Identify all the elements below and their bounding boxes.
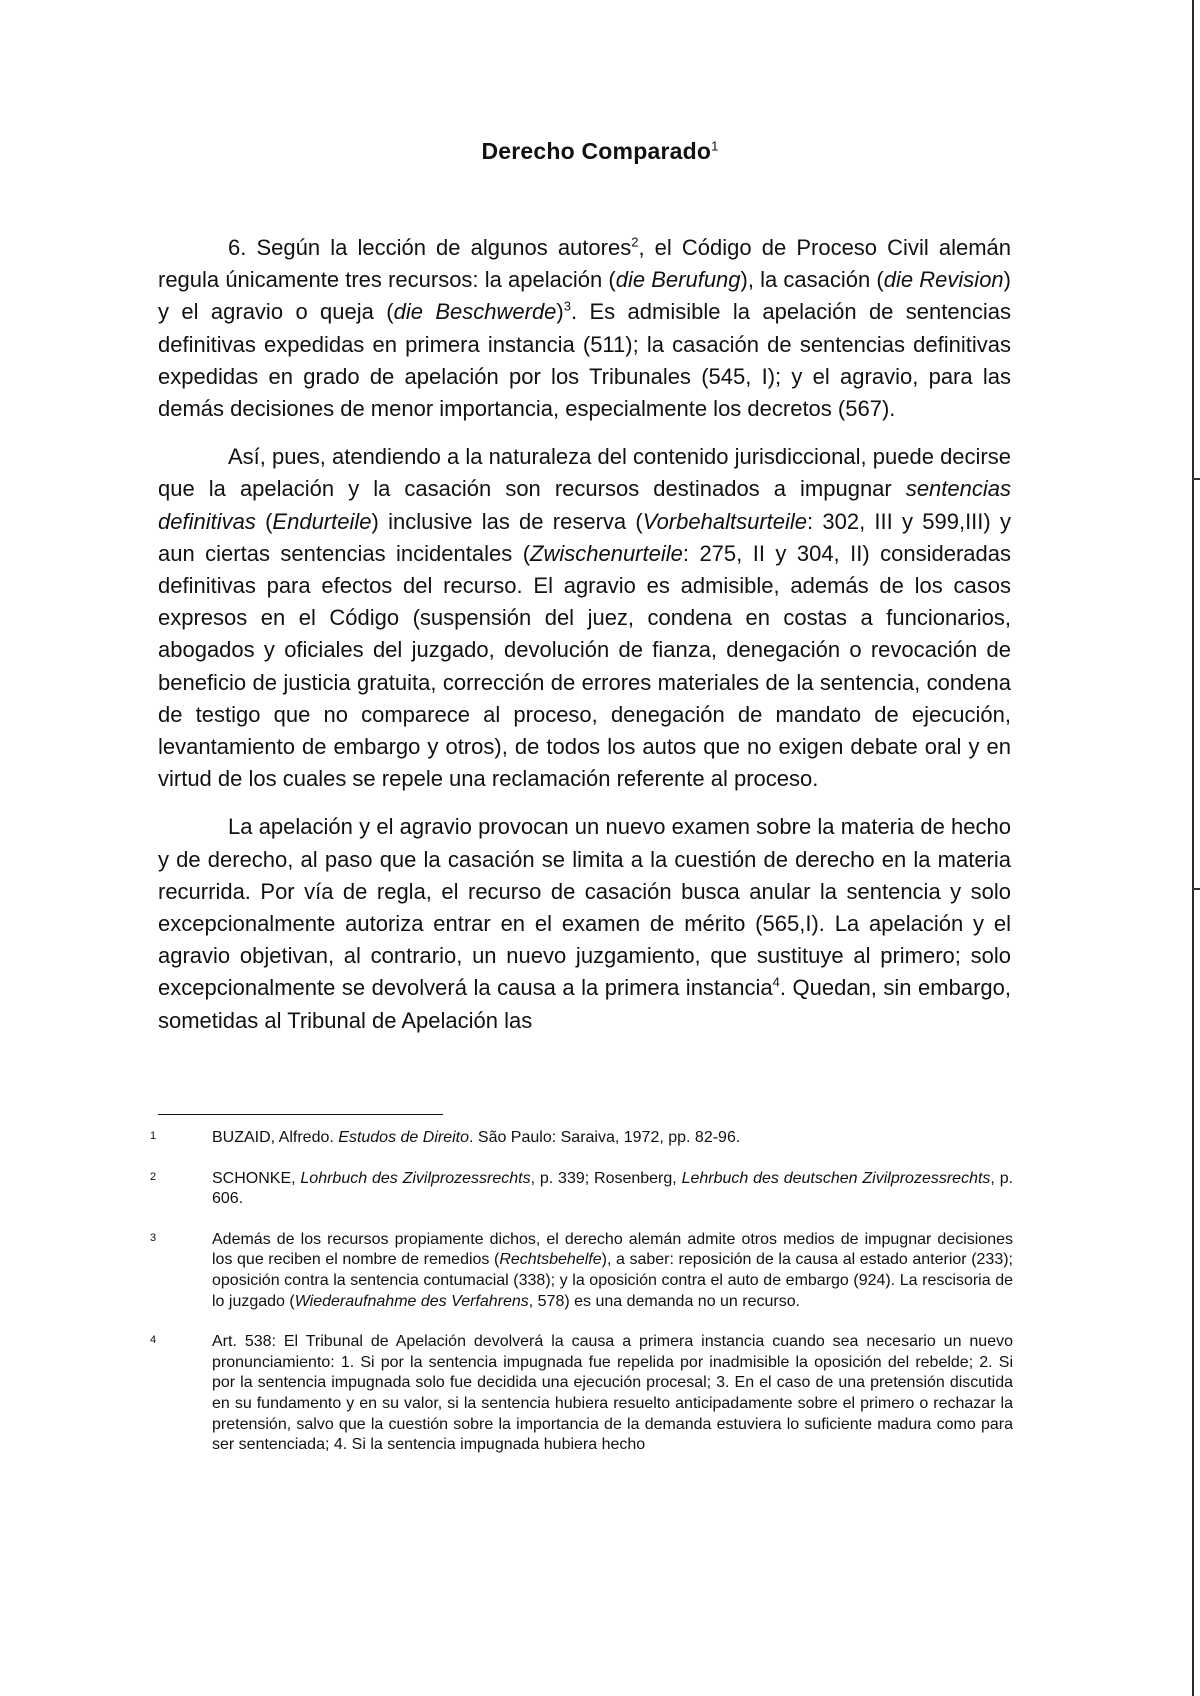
text-run: , el Código de Proceso Civil alemán regula únicamente tres recursos: la apelación ( <box>158 235 1011 293</box>
text-run: Así, pues, atendiendo a la naturaleza del contenido jurisdiccional, puede decirse que la apelación y la casación son recursos destinados a impugnar <box>158 444 1011 502</box>
text-run: La apelación y el agravio provocan un nuevo examen sobre la materia de hecho y de derecho, al paso que la casación se limita a la cuestión de derecho en la materia recurrida. Por vía de regla, el recurso de casación busca anular la sentencia y solo excepcionalmente autoriza entrar en el examen de mérito (565,I). La apelación y el agravio objetivan, al contrario, un nuevo juzgamiento, que sustituye al primero; solo excepcionalmente se devolverá la causa a la primera instancia <box>158 814 1011 1001</box>
text-run: ( <box>255 508 273 534</box>
body-text <box>158 232 1011 1053</box>
text-run: Art. 538: El Tribunal de Apelación devolverá la causa a primera instancia cuando sea necesario un nuevo pronunciamiento: 1. Si por la sentencia impugnada fue repelida por inadmisible la oposición del rebelde; 2. Si por la sentencia impugnada solo fue decidida una ejecución procesal; 3. En el caso de una pretensión discutida en su fundamento y en su valor, si la sentencia hubiera resuelto anticipadamente sobre el primero o rechazar la pretensión, salvo que la cuestión sobre la importancia de la demanda estuviera lo suficiente madura como para ser sentenciada; 4. Si la sentencia impugnada hubiera hecho <box>212 1333 1013 1454</box>
italic-term: Zwischenurteile <box>530 540 683 566</box>
italic-term: sentencias definitivas <box>158 476 1011 534</box>
italic-term: Wiederaufnahme des Verfahrens <box>294 1292 529 1310</box>
italic-term: Estudos de Direito <box>338 1129 469 1146</box>
footnote-text <box>212 1332 1013 1456</box>
text-run: : 302, III y 599,III) y aun ciertas sentencias incidentales ( <box>158 508 1011 566</box>
text-run: ) y el agravio o queja ( <box>158 267 1011 325</box>
footnote <box>150 1230 1013 1312</box>
footnote-text <box>212 1169 1013 1210</box>
scan-edge-tick <box>1192 888 1200 890</box>
scan-edge-line <box>1192 0 1194 1696</box>
footnote-ref: 3 <box>563 299 571 315</box>
footnote <box>150 1128 1013 1149</box>
text-run: . São Paulo: Saraiva, 1972, pp. 82-96. <box>469 1129 741 1146</box>
footnote-text <box>212 1230 1013 1312</box>
footnote-rule <box>158 1114 443 1115</box>
footnote <box>150 1332 1013 1456</box>
footnote-number: 4 <box>150 1334 157 1347</box>
paragraph <box>158 811 1011 1036</box>
italic-term: Vorbehaltsurteile <box>642 508 807 534</box>
text-run: ), la casación ( <box>740 267 884 293</box>
italic-term: die Revision <box>883 267 1004 293</box>
footnotes <box>150 1128 1013 1476</box>
title-text: Derecho Comparado <box>481 138 712 164</box>
text-run: Además de los recursos propiamente dichos, el derecho alemán admite otros medios de impugnar decisiones los que reciben el nombre de remedios ( <box>212 1230 1013 1269</box>
text-run: . Es admisible la apelación de sentencias definitivas expedidas en primera instancia (511); la casación de sentencias definitivas expedidas en grado de apelación por los Tribunales (545, I); y el agravio, para las demás decisiones de menor importancia, especialmente los decretos (567). <box>158 299 1011 422</box>
footnote-number: 2 <box>150 1170 157 1183</box>
paragraph <box>158 441 1011 795</box>
italic-term: die Berufung <box>615 267 741 293</box>
italic-term: die Beschwerde <box>393 299 557 325</box>
italic-term: Endurteile <box>272 508 372 534</box>
italic-term: Lehrbuch des deutschen Zivilprozessrechts <box>681 1169 991 1187</box>
text-run: SCHONKE, <box>212 1169 301 1187</box>
italic-term: Rechtsbehelfe <box>499 1251 602 1269</box>
text-run: , p. 339; Rosenberg, <box>530 1169 682 1187</box>
paragraph <box>158 232 1011 425</box>
footnote-text <box>212 1128 1013 1149</box>
footnote-ref: 2 <box>631 234 639 250</box>
footnote-number: 3 <box>150 1231 157 1244</box>
text-run: 6. Según la lección de algunos autores <box>228 235 632 260</box>
scan-edge-tick <box>1192 478 1200 480</box>
title-footnote-ref: 1 <box>711 138 719 154</box>
page-title <box>0 138 1200 165</box>
italic-term: Lohrbuch des Zivilprozessrechts <box>300 1169 531 1187</box>
text-run: BUZAID, Alfredo. <box>212 1129 339 1146</box>
text-run: , p. 606. <box>212 1169 1014 1208</box>
text-run: , 578) es una demanda no un recurso. <box>528 1292 801 1310</box>
text-run: : 275, II y 304, II) consideradas definitivas para efectos del recurso. El agravio es admisible, además de los casos expresos en el Código (suspensión del juez, condena en costas a funcionarios, abogados y oficiales del juzgado, devolución de fianza, denegación o revocación de beneficio de justicia gratuita, corrección de errores materiales de la sentencia, condena de testigo que no comparece al proceso, denegación de mandato de ejecución, levantamiento de embargo y otros), de todos los autos que no exigen debate oral y en virtud de los cuales se repele una reclamación referente al proceso. <box>158 540 1011 792</box>
text-run: ) <box>556 299 564 325</box>
text-run: ) inclusive las de reserva ( <box>371 508 643 534</box>
text-run: . Quedan, sin embargo, sometidas al Tribunal de Apelación las <box>158 975 1011 1033</box>
text-run: ), a saber: reposición de la causa al estado anterior (233); oposición contra la sentencia contumacial (338); y la oposición contra el auto de embargo (924). La rescisoria de lo juzgado ( <box>212 1251 1013 1310</box>
footnote <box>150 1169 1013 1210</box>
footnote-ref: 4 <box>772 975 780 991</box>
footnote-number: 1 <box>150 1130 157 1142</box>
